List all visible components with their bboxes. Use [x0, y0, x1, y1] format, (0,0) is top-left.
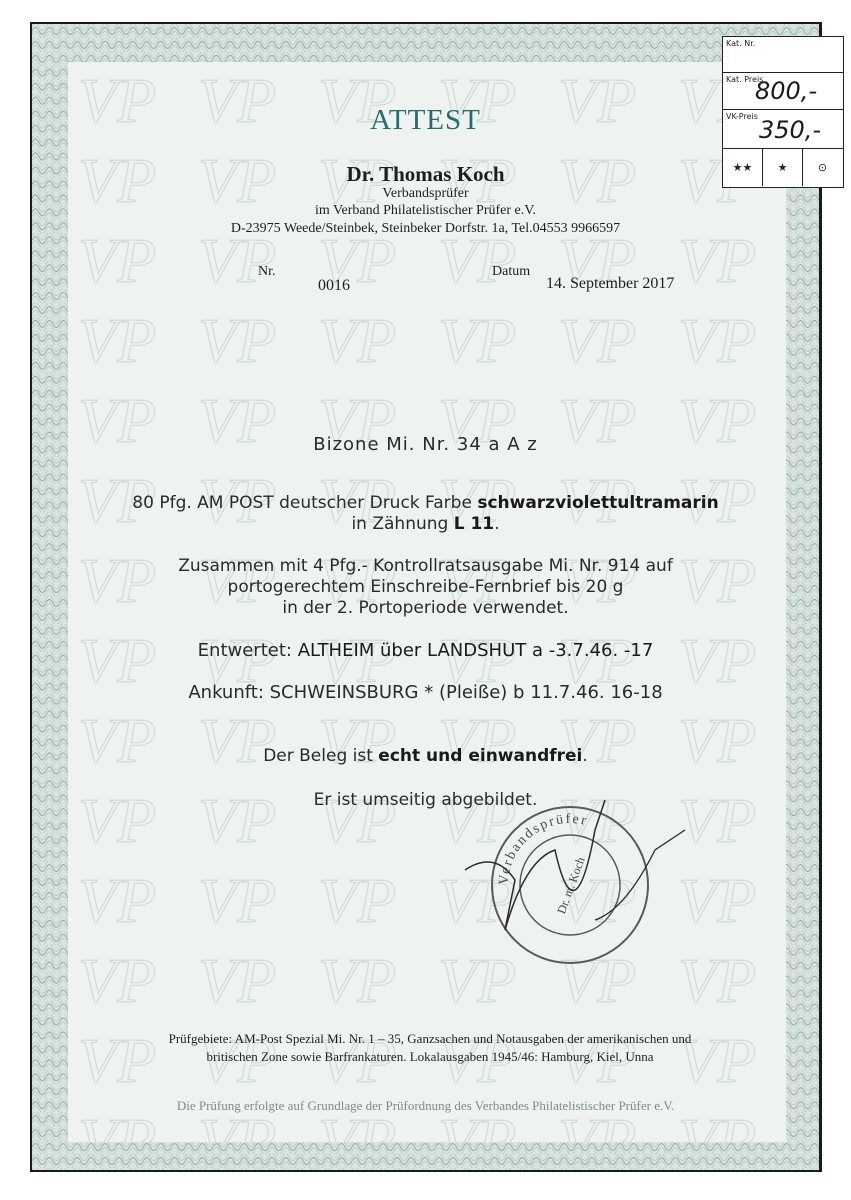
- combo-line-1: Zusammen mit 4 Pfg.- Kontrollratsausgabe Mi. Nr. 914 auf: [178, 556, 673, 576]
- kat-nr-row: [723, 37, 843, 73]
- grade-mint-icon: ★★: [723, 149, 763, 186]
- footer-line-2: britischen Zone sowie Barfrankaturen. Lokalausgaben 1945/46: Hamburg, Kiel, Unna: [206, 1049, 654, 1064]
- vk-preis-row: [723, 110, 843, 149]
- footer-bottom: Die Prüfung erfolgte auf Grundlage der Prüfordnung des Verbandes Philatelistischer Prüfer e.V.: [176, 1098, 675, 1113]
- vk-preis-label: VK-Preis: [726, 112, 758, 121]
- examiner-address: D-23975 Weede/Steinbek, Steinbeker Dorfstr. 1a, Tel.04553 9966597: [230, 221, 621, 236]
- examiner-name: Dr. Thomas Koch: [346, 162, 505, 186]
- arrival-label: Ankunft:: [188, 682, 270, 703]
- stamp-description: [0, 493, 851, 513]
- nr-value: 0016: [318, 277, 350, 294]
- official-stamp: [425, 790, 715, 980]
- cancellation-label: Entwertet:: [197, 640, 298, 661]
- cancellation-line: [0, 640, 851, 661]
- stamp-color: schwarzviolettultramarin: [477, 493, 719, 513]
- stamp-ring-text: Verbandsprüfer: [496, 811, 590, 886]
- perforation-label: in Zähnung: [351, 514, 454, 534]
- grade-row: [723, 149, 843, 186]
- combo-line-2: portogerechtem Einschreibe-Fernbrief bis 20 g: [227, 577, 624, 597]
- arrival-value: SCHWEINSBURG * (Pleiße) b 11.7.46. 16-18: [269, 682, 663, 703]
- stamp-center-text: Dr. m. Koch: [554, 855, 588, 916]
- arrival-line: [0, 682, 851, 703]
- reverse-note: Er ist umseitig abgebildet.: [313, 790, 538, 810]
- verdict-label: Der Beleg ist: [263, 746, 379, 766]
- certificate-title: ATTEST: [370, 104, 481, 136]
- stamp-heading: Bizone Mi. Nr. 34 a A z: [313, 434, 538, 455]
- kat-preis-row: [723, 73, 843, 110]
- grade-hinged-icon: ★: [763, 149, 803, 186]
- perforation-suffix: .: [494, 514, 500, 534]
- perforation-value: L 11: [453, 514, 495, 534]
- verdict-value: echt und einwandfrei: [378, 746, 583, 766]
- examiner-role: Verbandsprüfer: [382, 186, 469, 201]
- catalog-box: [722, 36, 844, 188]
- kat-nr-label: Kat. Nr.: [726, 39, 756, 48]
- kat-preis-label: Kat. Preis: [726, 75, 764, 84]
- grade-used-icon: ⊙: [817, 161, 828, 174]
- nr-label: Nr.: [258, 264, 276, 279]
- verdict-line: [0, 746, 851, 766]
- perforation-line: [0, 514, 851, 534]
- combo-line-3: in der 2. Portoperiode verwendet.: [282, 598, 569, 618]
- verdict-suffix: .: [582, 746, 588, 766]
- cancellation-value: ALTHEIM über LANDSHUT a -3.7.46. -17: [297, 640, 654, 661]
- footer-line-1: Prüfgebiete: AM-Post Spezial Mi. Nr. 1 – 35, Ganzsachen und Notausgaben der amerikanischen und: [168, 1031, 692, 1046]
- kat-preis-value: 800,-: [755, 77, 818, 105]
- stamp-description-text: 80 Pfg. AM POST deutscher Druck Farbe: [132, 493, 478, 513]
- date-label: Datum: [492, 264, 531, 279]
- examiner-association: im Verband Philatelistischer Prüfer e.V.: [314, 203, 537, 218]
- vk-preis-value: 350,-: [759, 116, 822, 144]
- date-value: 14. September 2017: [546, 275, 675, 292]
